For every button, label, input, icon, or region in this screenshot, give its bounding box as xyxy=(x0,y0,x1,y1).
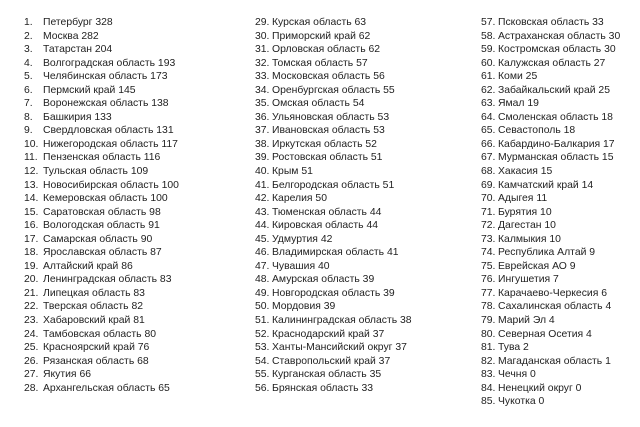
list-item-number: 2. xyxy=(24,30,33,42)
list-item-number: 85. xyxy=(481,396,496,408)
list-item-text: Вологодская область 91 xyxy=(43,220,160,232)
list-item-text: Оренбургская область 55 xyxy=(272,84,395,96)
list-item-number: 42. xyxy=(255,193,270,205)
list-item xyxy=(24,314,244,328)
list-item-text: Марий Эл 4 xyxy=(498,315,555,327)
list-item xyxy=(255,382,470,396)
list-item xyxy=(255,233,470,247)
list-item xyxy=(255,97,470,111)
list-item-number: 31. xyxy=(255,44,270,56)
list-item-number: 59. xyxy=(481,44,496,56)
list-item-text: Крым 51 xyxy=(272,166,313,178)
list-item-number: 23. xyxy=(24,315,39,327)
list-item-number: 33. xyxy=(255,71,270,83)
list-item-number: 62. xyxy=(481,84,496,96)
list-item xyxy=(255,355,470,369)
list-item xyxy=(24,30,244,44)
list-item-number: 53. xyxy=(255,342,270,354)
list-item-text: Московская область 56 xyxy=(272,71,385,83)
list-item xyxy=(481,219,636,233)
list-item xyxy=(481,179,636,193)
list-item xyxy=(24,233,244,247)
list-item-text: Псковская область 33 xyxy=(498,17,604,28)
list-item xyxy=(24,300,244,314)
list-item-number: 79. xyxy=(481,315,496,327)
list-item xyxy=(24,260,244,274)
list-item-number: 54. xyxy=(255,355,270,367)
list-item-number: 28. xyxy=(24,382,39,394)
list-item xyxy=(481,151,636,165)
list-item-text: Адыгея 11 xyxy=(498,193,548,205)
list-item-number: 40. xyxy=(255,166,270,178)
list-item-text: Чукотка 0 xyxy=(498,396,545,408)
list-item-text: Рязанская область 68 xyxy=(43,355,149,367)
list-item xyxy=(255,260,470,274)
list-item-number: 6. xyxy=(24,84,33,96)
list-item xyxy=(24,287,244,301)
list-item-text: Якутия 66 xyxy=(43,369,91,381)
list-item xyxy=(24,219,244,233)
list-item-text: Курганская область 35 xyxy=(272,369,382,381)
list-item-text: Омская область 54 xyxy=(272,98,365,110)
list-item-number: 44. xyxy=(255,220,270,232)
list-item-number: 36. xyxy=(255,111,270,123)
list-item-number: 14. xyxy=(24,193,39,205)
list-item xyxy=(255,70,470,84)
list-item xyxy=(24,84,244,98)
list-item-text: Ингушетия 7 xyxy=(498,274,559,286)
list-item-number: 64. xyxy=(481,111,496,123)
list-item xyxy=(481,246,636,260)
list-item-number: 3. xyxy=(24,44,33,56)
list-item-number: 83. xyxy=(481,369,496,381)
list-item xyxy=(255,151,470,165)
list-item xyxy=(24,368,244,382)
list-item-number: 34. xyxy=(255,84,270,96)
list-item-number: 18. xyxy=(24,247,39,259)
list-item-number: 8. xyxy=(24,111,33,123)
list-item-text: Пермский край 145 xyxy=(43,84,136,96)
list-item-text: Кемеровская область 100 xyxy=(43,193,168,205)
list-item-number: 11. xyxy=(24,152,38,164)
list-item xyxy=(255,328,470,342)
list-item-number: 41. xyxy=(255,179,270,191)
list-item-text: Новосибирская область 100 xyxy=(43,179,179,191)
list-item-number: 20. xyxy=(24,274,39,286)
list-item-text: Ханты-Мансийский округ 37 xyxy=(272,342,407,354)
list-item-text: Севастополь 18 xyxy=(498,125,576,137)
list-item-number: 73. xyxy=(481,233,496,245)
list-item-text: Коми 25 xyxy=(498,71,538,83)
list-item xyxy=(255,30,470,44)
list-item xyxy=(255,43,470,57)
list-item-text: Ставропольский край 37 xyxy=(272,355,391,367)
list-item-number: 37. xyxy=(255,125,270,137)
list-item-number: 51. xyxy=(255,315,270,327)
list-item-number: 45. xyxy=(255,233,270,245)
list-item xyxy=(481,328,636,342)
list-item-text: Еврейская АО 9 xyxy=(498,260,576,272)
list-item-number: 22. xyxy=(24,301,39,313)
list-item-text: Липецкая область 83 xyxy=(43,287,145,299)
list-item xyxy=(24,57,244,71)
list-item-number: 78. xyxy=(481,301,496,313)
list-item-text: Иркутская область 52 xyxy=(272,138,377,150)
list-item-number: 61. xyxy=(481,71,496,83)
list-item-text: Новгородская область 39 xyxy=(272,287,395,299)
list-item-text: Астраханская область 30 xyxy=(498,30,621,42)
list-item xyxy=(481,368,636,382)
list-item xyxy=(24,273,244,287)
list-item xyxy=(255,165,470,179)
list-item xyxy=(24,328,244,342)
list-item-number: 7. xyxy=(24,98,33,110)
list-item-text: Москва 282 xyxy=(43,30,99,42)
list-item xyxy=(24,70,244,84)
list-item-text: Нижегородская область 117 xyxy=(43,138,178,150)
list-item xyxy=(255,124,470,138)
list-item-number: 74. xyxy=(481,247,496,259)
list-item xyxy=(255,206,470,220)
list-item xyxy=(481,70,636,84)
list-item xyxy=(481,43,636,57)
list-item xyxy=(24,124,244,138)
list-item-text: Орловская область 62 xyxy=(272,44,381,56)
list-item-text: Хакасия 15 xyxy=(498,166,553,178)
list-item xyxy=(24,97,244,111)
list-item-text: Ярославская область 87 xyxy=(43,247,162,259)
list-item-text: Кабардино-Балкария 17 xyxy=(498,138,615,150)
list-item-text: Чувашия 40 xyxy=(272,260,330,272)
list-item-text: Карелия 50 xyxy=(272,193,327,205)
list-item-text: Калмыкия 10 xyxy=(498,233,561,245)
list-item-text: Кировская область 44 xyxy=(272,220,378,232)
list-item xyxy=(255,314,470,328)
list-item-text: Сахалинская область 4 xyxy=(498,301,612,313)
list-item xyxy=(255,368,470,382)
list-item-text: Томская область 57 xyxy=(272,57,368,69)
list-item-number: 4. xyxy=(24,57,33,69)
list-item xyxy=(481,138,636,152)
list-item-text: Республика Алтай 9 xyxy=(498,247,596,259)
list-item xyxy=(255,273,470,287)
list-item-text: Бурятия 10 xyxy=(498,206,552,218)
list-item-number: 13. xyxy=(24,179,39,191)
list-item-text: Алтайский край 86 xyxy=(43,260,133,272)
list-item xyxy=(255,111,470,125)
list-item xyxy=(24,43,244,57)
list-item xyxy=(255,179,470,193)
list-item-number: 65. xyxy=(481,125,496,137)
list-item xyxy=(24,179,244,193)
list-item-number: 84. xyxy=(481,382,496,394)
list-item-number: 38. xyxy=(255,138,270,150)
list-item-number: 66. xyxy=(481,138,496,150)
list-item-text: Самарская область 90 xyxy=(43,233,153,245)
list-item-text: Магаданская область 1 xyxy=(498,355,611,367)
list-item xyxy=(481,97,636,111)
list-item-number: 16. xyxy=(24,220,39,232)
list-item xyxy=(255,84,470,98)
list-item-number: 32. xyxy=(255,57,270,69)
list-item-text: Дагестан 10 xyxy=(498,220,556,232)
list-item-text: Ленинградская область 83 xyxy=(43,274,172,286)
list-item-text: Волгоградская область 193 xyxy=(43,57,176,69)
list-item-number: 35. xyxy=(255,98,270,110)
list-item xyxy=(255,219,470,233)
list-item xyxy=(255,300,470,314)
list-item-number: 80. xyxy=(481,328,496,340)
list-item-number: 15. xyxy=(24,206,39,218)
list-item xyxy=(481,57,636,71)
list-item xyxy=(24,355,244,369)
list-item-number: 47. xyxy=(255,260,270,272)
list-item xyxy=(24,192,244,206)
list-item xyxy=(481,165,636,179)
list-item xyxy=(24,382,244,396)
list-item-text: Мордовия 39 xyxy=(272,301,336,313)
list-item-number: 82. xyxy=(481,355,496,367)
list-item xyxy=(481,124,636,138)
list-item-number: 72. xyxy=(481,220,496,232)
list-item xyxy=(481,314,636,328)
list-item-number: 67. xyxy=(481,152,496,164)
list-item-text: Северная Осетия 4 xyxy=(498,328,592,340)
list-item-text: Ямал 19 xyxy=(498,98,539,110)
list-item-text: Забайкальский край 25 xyxy=(498,84,610,96)
list-item xyxy=(24,341,244,355)
list-item xyxy=(481,84,636,98)
list-item-text: Костромская область 30 xyxy=(498,44,616,56)
list-item-text: Пензенская область 116 xyxy=(43,152,161,164)
list-item-text: Тульская область 109 xyxy=(43,166,149,178)
list-item-text: Челябинская область 173 xyxy=(43,71,168,83)
list-item xyxy=(481,206,636,220)
list-item xyxy=(24,246,244,260)
list-item-number: 27. xyxy=(24,369,39,381)
list-item-number: 26. xyxy=(24,355,39,367)
list-item xyxy=(481,30,636,44)
list-item-text: Приморский край 62 xyxy=(272,30,371,42)
list-item-text: Красноярский край 76 xyxy=(43,342,150,354)
list-item-number: 57. xyxy=(481,17,496,28)
list-item xyxy=(255,192,470,206)
list-item xyxy=(24,111,244,125)
list-item-number: 52. xyxy=(255,328,270,340)
list-item xyxy=(481,192,636,206)
list-item xyxy=(481,273,636,287)
list-item-number: 49. xyxy=(255,287,270,299)
list-item-number: 48. xyxy=(255,274,270,286)
list-item-number: 77. xyxy=(481,287,496,299)
list-item-text: Краснодарский край 37 xyxy=(272,328,385,340)
list-item-number: 29. xyxy=(255,17,270,28)
list-item-number: 50. xyxy=(255,301,270,313)
list-item xyxy=(255,246,470,260)
list-item-text: Чечня 0 xyxy=(498,369,536,381)
list-item xyxy=(481,382,636,396)
list-item-text: Петербург 328 xyxy=(43,17,113,28)
list-item-number: 25. xyxy=(24,342,39,354)
list-item-number: 71. xyxy=(481,206,496,218)
list-item-text: Тюменская область 44 xyxy=(272,206,382,218)
list-item-text: Белгородская область 51 xyxy=(272,179,395,191)
list-column-1 xyxy=(24,16,244,395)
list-item-text: Карачаево-Черкесия 6 xyxy=(498,287,607,299)
list-item-text: Ульяновская область 53 xyxy=(272,111,390,123)
list-item xyxy=(481,395,636,409)
list-item xyxy=(481,233,636,247)
list-item-text: Саратовская область 98 xyxy=(43,206,161,218)
list-item xyxy=(481,16,636,30)
list-item-text: Татарстан 204 xyxy=(43,44,113,56)
list-item xyxy=(481,341,636,355)
list-item-text: Курская область 63 xyxy=(272,17,367,28)
list-item-number: 76. xyxy=(481,274,496,286)
list-item xyxy=(24,16,244,30)
list-item xyxy=(24,138,244,152)
list-item xyxy=(255,341,470,355)
list-item-text: Удмуртия 42 xyxy=(272,233,333,245)
list-item-number: 12. xyxy=(24,166,39,178)
list-item xyxy=(481,111,636,125)
list-item xyxy=(24,165,244,179)
list-item-text: Ростовская область 51 xyxy=(272,152,383,164)
list-item-text: Свердловская область 131 xyxy=(43,125,174,137)
list-item-number: 58. xyxy=(481,30,496,42)
list-item-number: 69. xyxy=(481,179,496,191)
list-item xyxy=(24,206,244,220)
list-item-text: Ивановская область 53 xyxy=(272,125,385,137)
list-item-number: 81. xyxy=(481,342,496,354)
list-item-number: 63. xyxy=(481,98,496,110)
list-item-number: 30. xyxy=(255,30,270,42)
list-item-number: 10. xyxy=(24,138,39,150)
list-item-text: Калужская область 27 xyxy=(498,57,606,69)
list-item-number: 46. xyxy=(255,247,270,259)
list-item xyxy=(255,57,470,71)
list-item-number: 24. xyxy=(24,328,39,340)
list-item-number: 21. xyxy=(24,287,39,299)
list-item-number: 19. xyxy=(24,260,39,272)
list-item-text: Калининградская область 38 xyxy=(272,315,412,327)
list-item xyxy=(255,287,470,301)
list-item-number: 60. xyxy=(481,57,496,69)
list-item xyxy=(255,138,470,152)
list-item-number: 39. xyxy=(255,152,270,164)
list-item-text: Ненецкий округ 0 xyxy=(498,382,582,394)
list-item-number: 17. xyxy=(24,233,39,245)
list-item-text: Башкирия 133 xyxy=(43,111,112,123)
list-column-3 xyxy=(481,16,636,409)
list-item-number: 75. xyxy=(481,260,496,272)
list-item xyxy=(481,300,636,314)
list-item-number: 43. xyxy=(255,206,270,218)
list-item-number: 1. xyxy=(24,17,33,28)
list-item-text: Тамбовская область 80 xyxy=(43,328,156,340)
list-item-text: Хабаровский край 81 xyxy=(43,315,145,327)
list-column-2 xyxy=(255,16,470,395)
list-item-text: Архангельская область 65 xyxy=(43,382,170,394)
list-item-text: Брянская область 33 xyxy=(272,382,374,394)
list-item-number: 5. xyxy=(24,71,33,83)
list-item-text: Владимирская область 41 xyxy=(272,247,399,259)
list-item-number: 56. xyxy=(255,382,270,394)
list-item-text: Камчатский край 14 xyxy=(498,179,594,191)
list-item-text: Мурманская область 15 xyxy=(498,152,614,164)
list-item xyxy=(481,260,636,274)
list-item xyxy=(481,355,636,369)
list-item xyxy=(255,16,470,30)
list-item-text: Тверская область 82 xyxy=(43,301,144,313)
list-item-number: 9. xyxy=(24,125,33,137)
list-item xyxy=(481,287,636,301)
list-item-text: Тува 2 xyxy=(498,342,529,354)
list-item-number: 70. xyxy=(481,193,496,205)
list-item-text: Амурская область 39 xyxy=(272,274,375,286)
list-item-text: Воронежская область 138 xyxy=(43,98,169,110)
list-item-text: Смоленская область 18 xyxy=(498,111,613,123)
list-item-number: 55. xyxy=(255,369,270,381)
list-item-number: 68. xyxy=(481,166,496,178)
list-item xyxy=(24,151,244,165)
